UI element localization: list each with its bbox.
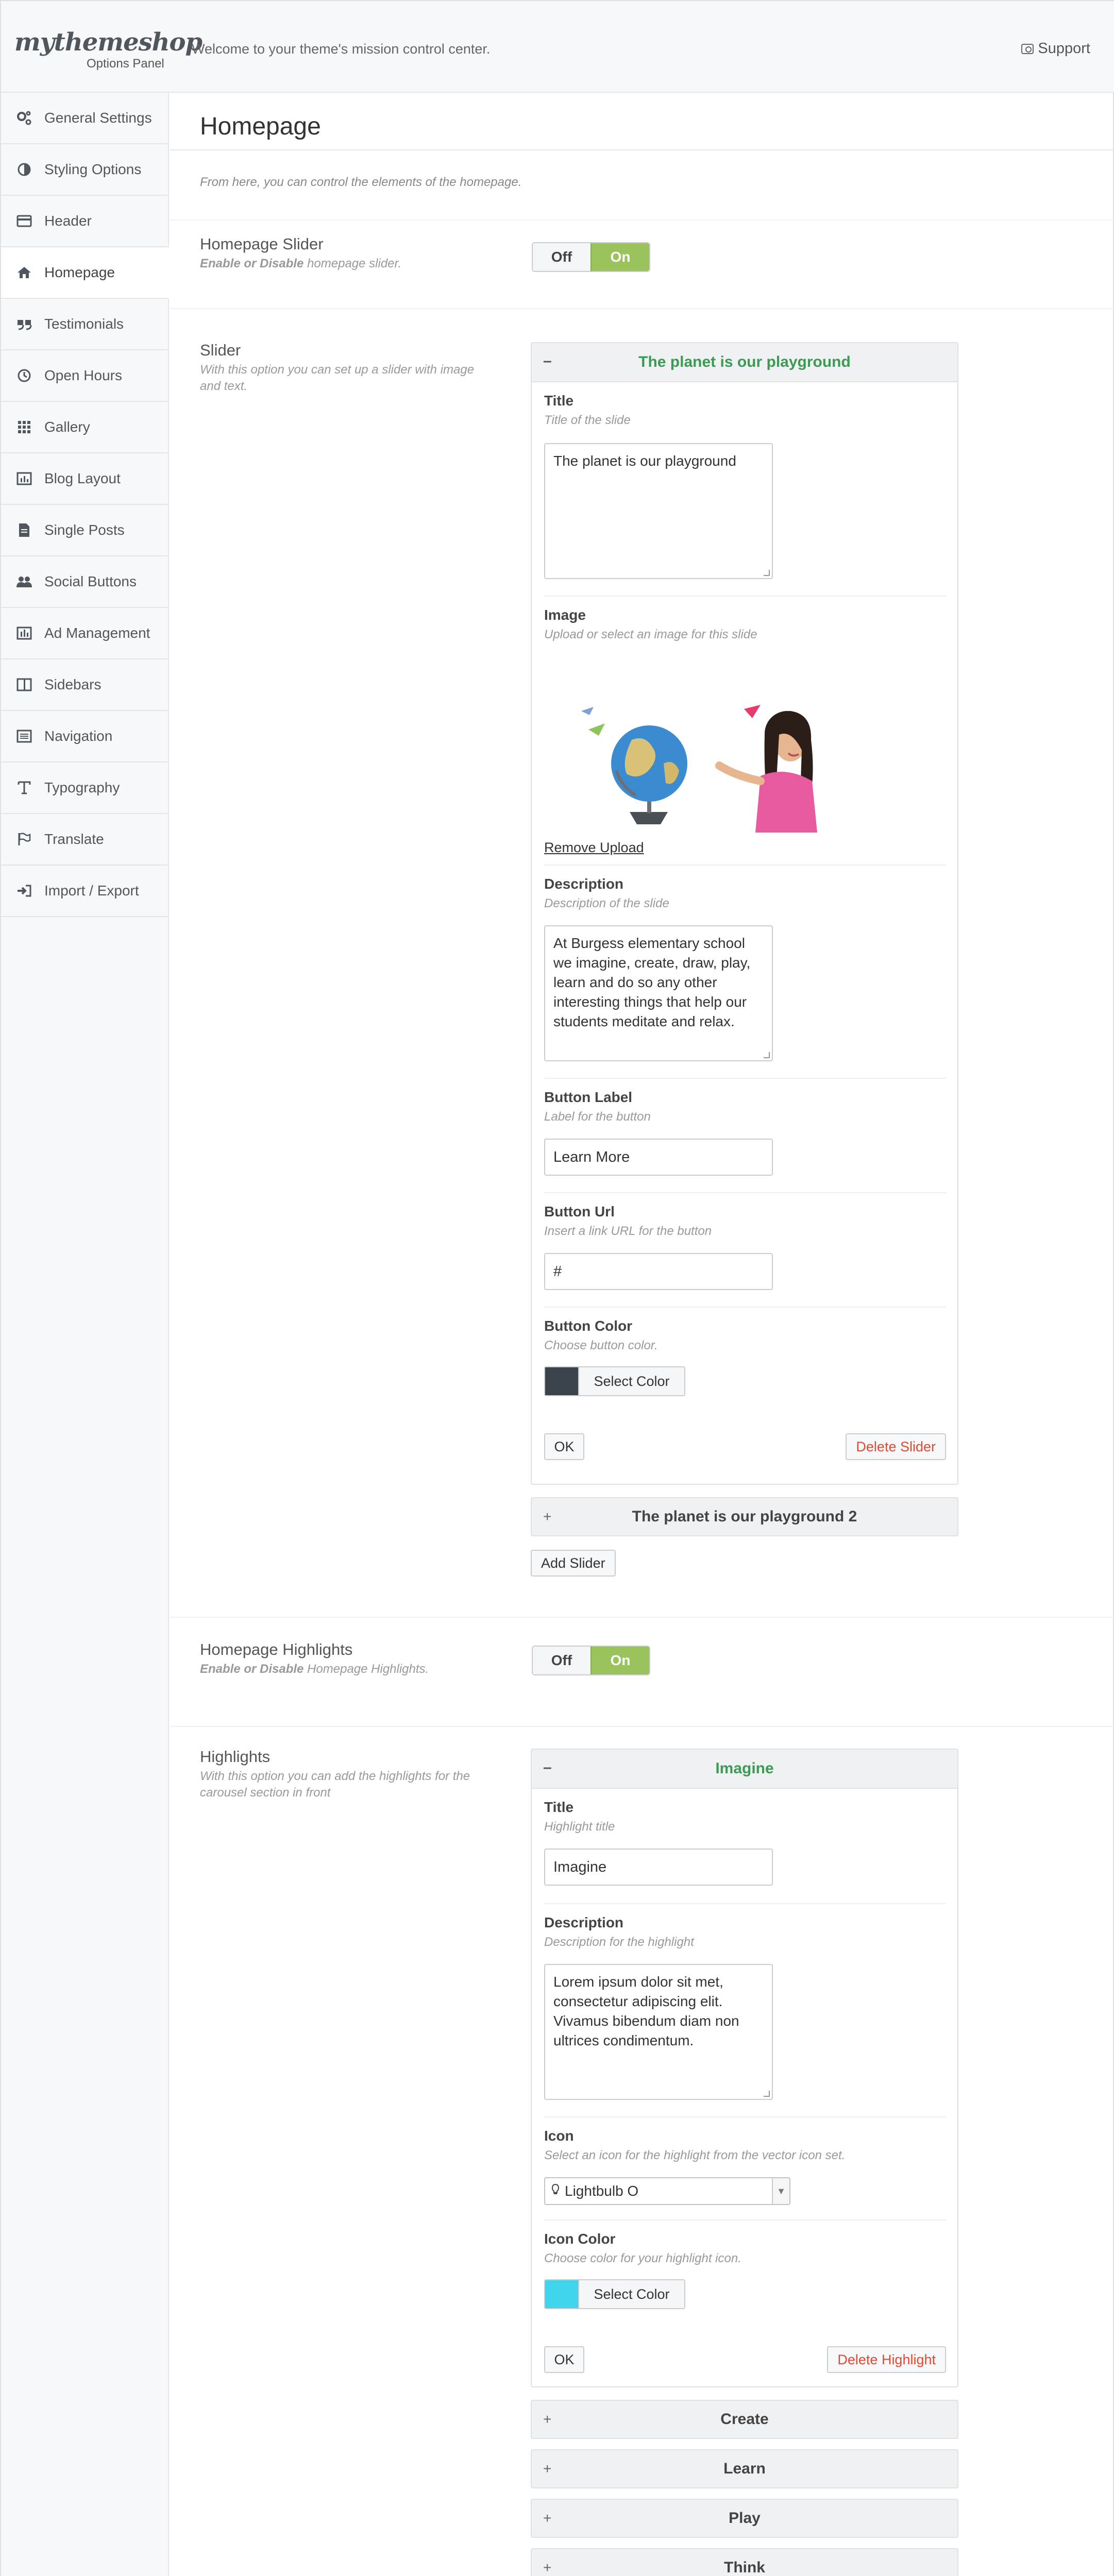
divider (544, 2116, 946, 2117)
homepage-slider-desc (200, 256, 488, 272)
field-desc: Insert a link URL for the button (544, 1224, 712, 1238)
icon-color-picker[interactable] (544, 2279, 685, 2309)
collapsed-heading: Create (720, 2411, 769, 2428)
highlight-item-header[interactable] (532, 1750, 957, 1789)
collapsed-heading: Play (729, 2510, 761, 2527)
sign-in-icon (15, 882, 33, 900)
field-label: Icon Color (544, 2231, 616, 2247)
highlight-description-textarea[interactable] (544, 1964, 773, 2100)
text-icon (15, 779, 33, 796)
add-slider-button[interactable]: Add Slider (531, 1550, 616, 1577)
slide-image-preview (544, 657, 853, 833)
slider-desc: With this option you can set up a slider with image and text. (200, 363, 475, 393)
desc-rest: Homepage Highlights. (303, 1662, 429, 1676)
sidebar-item-label: Sidebars (44, 676, 102, 692)
delete-slider-button[interactable]: Delete Slider (846, 1433, 946, 1460)
divider (544, 2219, 946, 2221)
textarea-value: At Burgess elementary school we imagine, create, draw, play, learn and do so any other interesting things that help our students meditate and relax. (553, 935, 751, 1029)
sidebar-item-gallery[interactable] (1, 402, 168, 453)
users-icon (15, 573, 33, 590)
sidebar-item-label: Gallery (44, 419, 90, 435)
sidebar-item-label: Testimonials (44, 316, 124, 332)
divider (170, 1726, 1114, 1727)
field-label: Button Url (544, 1204, 615, 1219)
card-icon (15, 212, 33, 230)
sidebar-item-styling-options[interactable] (1, 144, 168, 196)
sidebar-item-label: Blog Layout (44, 470, 121, 486)
sidebar-item-label: Homepage (44, 264, 115, 280)
remove-upload-link[interactable]: Remove Upload (544, 840, 644, 855)
camera-icon (1021, 44, 1034, 54)
sidebar-item-label: Social Buttons (44, 573, 137, 589)
slider-ok-button[interactable]: OK (544, 1433, 584, 1460)
divider (544, 1903, 946, 1904)
divider (170, 219, 1114, 221)
sidebar-item-label: Open Hours (44, 367, 122, 383)
divider (170, 149, 1114, 150)
sidebar-item-label: Single Posts (44, 522, 125, 538)
sidebar-item-header[interactable] (1, 196, 168, 247)
grid-icon (15, 418, 33, 436)
welcome-text: Welcome to your theme's mission control center. (192, 41, 491, 57)
button-label-field (544, 1089, 946, 1124)
slide-title-textarea[interactable] (544, 443, 773, 579)
textarea-value: The planet is our playground (553, 453, 736, 469)
desc-rest: homepage slider. (303, 257, 402, 270)
resize-handle[interactable] (764, 2091, 770, 2097)
field-label: Image (544, 607, 586, 623)
page-intro: From here, you can control the elements of the homepage. (200, 175, 522, 189)
field-desc: Select an icon for the highlight from the vector icon set. (544, 2148, 846, 2162)
expand-icon: + (543, 2461, 552, 2477)
gears-icon (15, 109, 33, 127)
highlight-title-field (544, 1799, 946, 1834)
slide-title-field (544, 393, 946, 428)
sidebar-item-label: Navigation (44, 728, 113, 744)
field-desc: Choose button color. (544, 1338, 658, 1352)
contrast-icon (15, 161, 33, 178)
field-label: Title (544, 393, 574, 409)
logo: mythemeshop (14, 28, 202, 57)
button-url-input[interactable]: # (544, 1253, 773, 1290)
highlight-item-create[interactable] (531, 2400, 958, 2439)
highlight-ok-button[interactable]: OK (544, 2346, 584, 2373)
sidebar-item-navigation[interactable] (1, 711, 168, 762)
field-label: Title (544, 1799, 574, 1815)
field-desc: Description of the slide (544, 896, 669, 910)
highlights-desc: With this option you can add the highlights for the carousel section in front (200, 1769, 470, 1800)
sidebar-item-social-buttons[interactable] (1, 556, 168, 608)
top-bar (1, 1, 1114, 93)
sidebar (1, 93, 169, 2576)
field-label: Button Label (544, 1089, 633, 1105)
slide-description-textarea[interactable] (544, 925, 773, 1061)
chevron-down-icon[interactable]: ▼ (772, 2178, 789, 2204)
divider (544, 865, 946, 866)
highlight-item-think[interactable] (531, 2548, 958, 2576)
field-desc: Highlight title (544, 1820, 615, 1834)
sidebar-item-sidebars[interactable] (1, 659, 168, 711)
document-icon (15, 521, 33, 539)
sidebar-item-import-export[interactable] (1, 866, 168, 917)
sidebar-item-translate[interactable] (1, 814, 168, 866)
resize-handle[interactable] (764, 570, 770, 576)
homepage-slider-toggle[interactable] (532, 242, 650, 272)
sidebar-item-label: Typography (44, 779, 120, 795)
toggle-off[interactable]: Off (533, 1647, 590, 1674)
homepage-highlights-desc (200, 1661, 488, 1677)
support-label: Support (1038, 40, 1090, 57)
select-color-label: Select Color (594, 1373, 670, 1389)
highlight-item-play[interactable] (531, 2499, 958, 2538)
divider (544, 596, 946, 597)
highlights-label: Highlights (200, 1748, 271, 1766)
sidebar-item-label: Ad Management (44, 625, 150, 641)
lightbulb-icon (551, 2183, 560, 2199)
highlight-item-learn[interactable] (531, 2449, 958, 2488)
field-desc: Choose color for your highlight icon. (544, 2251, 741, 2265)
sidebar-item-label: Translate (44, 831, 104, 847)
desc-bold: Enable or Disable (200, 1662, 304, 1676)
highlight-icon-color-field (544, 2231, 946, 2266)
sidebar-item-label: Import / Export (44, 883, 139, 899)
clock-icon (15, 367, 33, 384)
color-swatch (545, 1367, 579, 1395)
sidebar-item-single-posts[interactable] (1, 505, 168, 556)
field-desc: Upload or select an image for this slide (544, 628, 757, 641)
field-desc: Label for the button (544, 1110, 651, 1124)
chart-icon (15, 470, 33, 487)
select-color-label: Select Color (594, 2286, 670, 2302)
divider (544, 1307, 946, 1308)
select-value (545, 2183, 772, 2199)
desc-bold: Enable or Disable (200, 257, 304, 270)
toggle-off[interactable]: Off (533, 243, 590, 271)
slider-item-open (531, 342, 958, 1485)
slider-item-heading: The planet is our playground (638, 353, 851, 370)
field-desc: Description for the highlight (544, 1935, 694, 1949)
support-link[interactable] (1021, 40, 1090, 57)
toggle-on[interactable]: On (590, 243, 649, 271)
sidebar-item-typography[interactable] (1, 762, 168, 814)
sidebar-item-label: General Settings (44, 110, 152, 126)
slide-description-field (544, 876, 946, 911)
highlight-item-open (531, 1749, 958, 2387)
ad-chart-icon (15, 624, 33, 642)
field-label: Icon (544, 2128, 574, 2144)
divider (170, 308, 1114, 309)
flag-icon (15, 831, 33, 848)
field-label: Description (544, 1914, 624, 1930)
sidebar-item-general-settings[interactable] (1, 93, 168, 144)
highlight-title-input[interactable]: Imagine (544, 1849, 773, 1886)
columns-icon (15, 676, 33, 693)
sidebar-item-blog-layout[interactable] (1, 453, 168, 505)
expand-icon: + (543, 2411, 552, 2427)
expand-icon: + (543, 1509, 552, 1524)
slider-item-header[interactable] (532, 343, 957, 382)
field-desc: Title of the slide (544, 413, 631, 427)
list-icon (15, 727, 33, 745)
collapsed-heading: Learn (723, 2460, 766, 2477)
button-url-field (544, 1204, 946, 1239)
sidebar-item-homepage[interactable] (1, 247, 169, 299)
homepage-highlights-label: Homepage Highlights (200, 1640, 353, 1658)
collapse-icon: – (543, 352, 552, 369)
sidebar-item-ad-management[interactable] (1, 608, 168, 659)
field-label: Button Color (544, 1318, 633, 1334)
homepage-highlights-toggle[interactable] (532, 1646, 650, 1675)
collapsed-heading: Think (724, 2559, 765, 2576)
expand-icon: + (543, 2510, 552, 2526)
divider (170, 1617, 1114, 1618)
toggle-on[interactable]: On (590, 1647, 649, 1674)
home-icon (15, 264, 33, 281)
expand-icon: + (543, 2560, 552, 2575)
collapsed-heading: The planet is our playground 2 (632, 1508, 857, 1525)
field-label: Description (544, 876, 624, 892)
sidebar-item-label: Styling Options (44, 161, 142, 177)
logo-subtitle: Options Panel (87, 57, 164, 71)
button-color-picker[interactable] (544, 1366, 685, 1396)
sidebar-item-open-hours[interactable] (1, 350, 168, 402)
button-color-field (544, 1318, 946, 1353)
homepage-slider-label: Homepage Slider (200, 235, 324, 253)
sidebar-item-label: Header (44, 213, 92, 229)
page-title: Homepage (200, 113, 321, 140)
sidebar-item-testimonials[interactable] (1, 299, 168, 350)
slider-label: Slider (200, 341, 241, 359)
highlight-icon-field (544, 2128, 946, 2163)
quote-icon (15, 315, 33, 333)
select-label: Lightbulb O (565, 2183, 639, 2199)
highlight-icon-select[interactable] (544, 2177, 790, 2205)
slide-image-field (544, 607, 946, 642)
highlight-description-field (544, 1914, 946, 1950)
highlight-item-heading: Imagine (715, 1760, 774, 1777)
divider (544, 1192, 946, 1193)
color-swatch (545, 2280, 579, 2308)
resize-handle[interactable] (764, 1052, 770, 1058)
collapse-icon: – (543, 1759, 552, 1776)
slider-item-collapsed[interactable] (531, 1497, 958, 1536)
textarea-value: Lorem ipsum dolor sit met, consectetur adipiscing elit. Vivamus bibendum diam non ultrices condimentum. (553, 1974, 739, 2048)
delete-highlight-button[interactable]: Delete Highlight (827, 2346, 946, 2373)
divider (544, 1078, 946, 1079)
button-label-input[interactable]: Learn More (544, 1139, 773, 1176)
